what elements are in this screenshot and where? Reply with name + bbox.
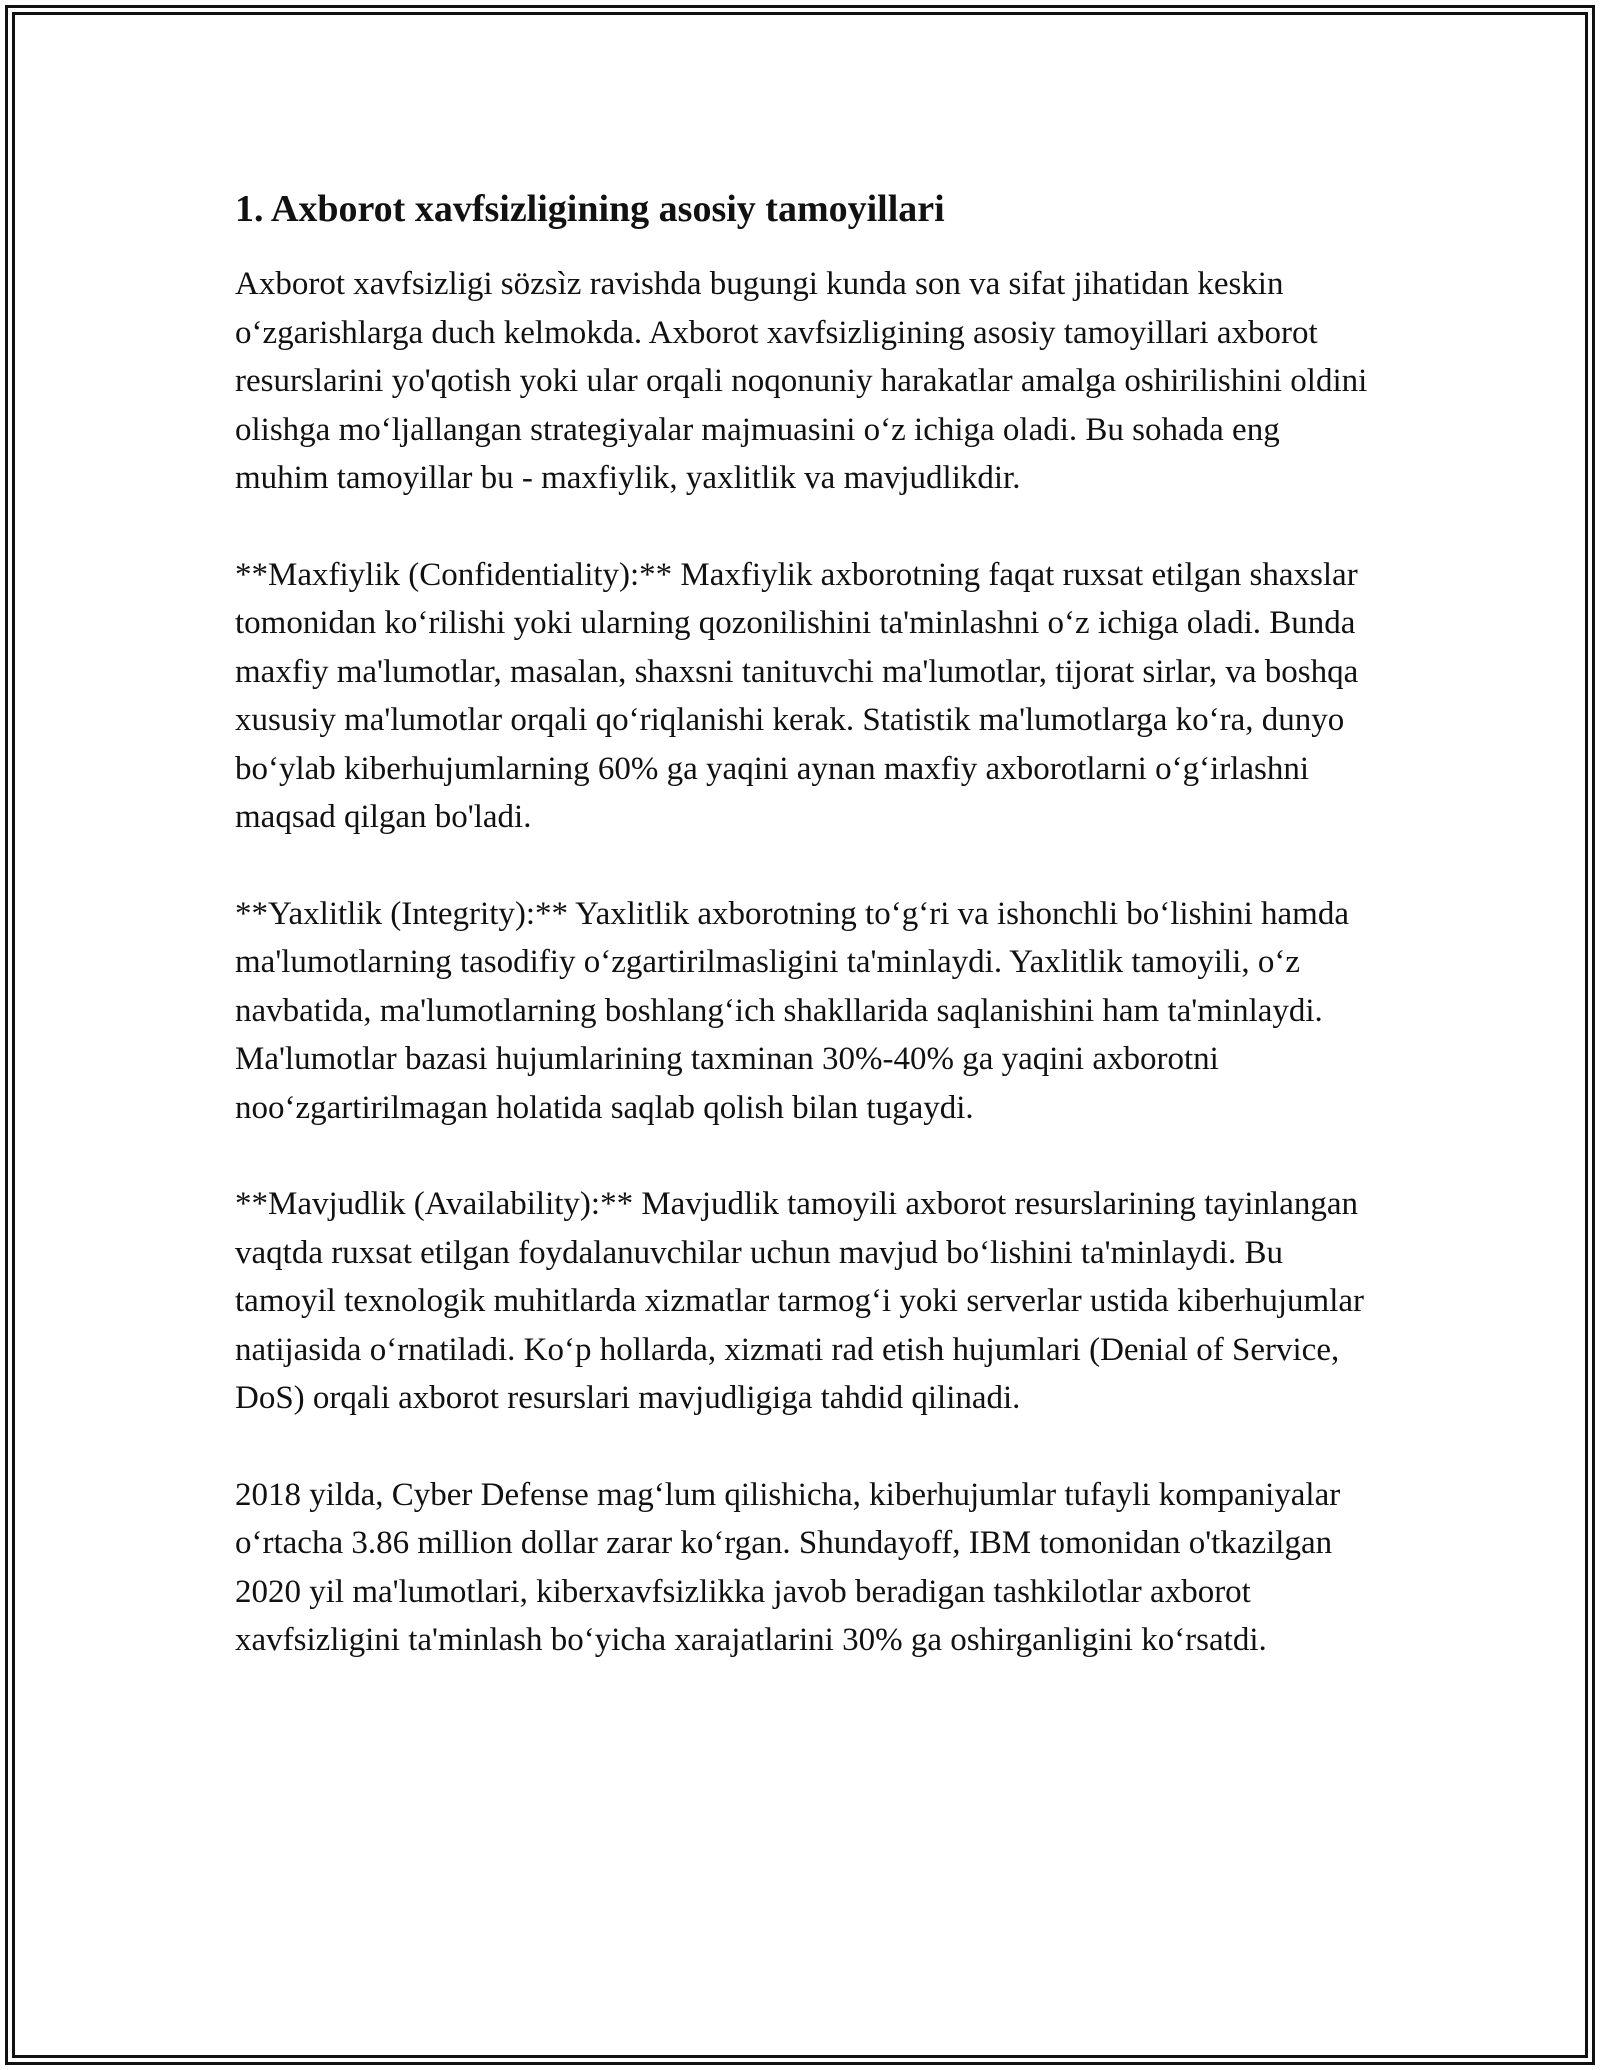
availability-paragraph: **Mavjudlik (Availability):** Mavjudlik tamoyili axborot resurslarining tayinlangan vaqtda ruxsat etilgan foydalanuvchilar uchun mavjud bo‘lishini ta'minlaydi. Bu tamoyil texnologik muhitlarda xizmatlar tarmog‘i yoki serverlar ustida kiberhujumlar natijasida o‘rnatiladi. Ko‘p hollarda, xizmati rad etish hujumlari (Denial of Service, DoS) orqali axborot resurslari mavjudligiga tahdid qilinadi.: [235, 1186, 1365, 1416]
statistics-paragraph: 2018 yilda, Cyber Defense mag‘lum qilishicha, kiberhujumlar tufayli kompaniyalar o‘rtacha 3.86 million dollar zarar ko‘rgan. Shundayoff, IBM tomonidan o'tkazilgan 2020 yil ma'lumotlari, kiberxavfsizlikka javob beradigan tashkilotlar axborot xavfsizligini ta'minlash bo‘yicha xarajatlarini 30% ga oshirganligini ko‘rsatdi.: [235, 1476, 1341, 1658]
integrity-paragraph: **Yaxlitlik (Integrity):** Yaxlitlik axborotning to‘g‘ri va ishonchli bo‘lishini hamda ma'lumotlarning tasodifiy o‘zgartirilmasligini ta'minlaydi. Yaxlitlik tamoyili, o‘z navbatida, ma'lumotlarning boshlang‘ich shakllarida saqlanishini ham ta'minlaydi. Ma'lumotlar bazasi hujumlarining taxminan 30%-40% ga yaqini axborotni noo‘zgartirilmagan holatida saqlab qolish bilan tugaydi.: [235, 895, 1349, 1126]
intro-paragraph: Axborot xavfsizligi sözsìz ravishda bugungi kunda son va sifat jihatidan keskin o‘zgarishlarga duch kelmokda. Axborot xavfsizligining asosiy tamoyillari axborot resurslarini yo'qotish yoki ular orqali noqonuniy harakatlar amalga oshirilishini oldini olishga mo‘ljallangan strategiyalar majmuasini o‘z ichiga oladi. Bu sohada eng muhim tamoyillar bu - maxfiylik, yaxlitlik va mavjudlikdir.: [235, 266, 1368, 496]
confidentiality-paragraph: **Maxfiylik (Confidentiality):** Maxfiylik axborotning faqat ruxsat etilgan shaxslar tomonidan ko‘rilishi yoki ularning qozonilishini ta'minlashni o‘z ichiga oladi. Bunda maxfiy ma'lumotlar, masalan, shaxsni tanituvchi ma'lumotlar, tijorat sirlar, va boshqa xususiy ma'lumotlar orqali qo‘riqlanishi kerak. Statistik ma'lumotlarga ko‘ra, dunyo bo‘ylab kiberhujumlarning 60% ga yaqini aynan maxfiy axborotlarni o‘g‘irlashni maqsad qilgan bo'ladi.: [235, 556, 1359, 835]
document-body: [235, 186, 1375, 1713]
document-title: 1. Axborot xavfsizligining asosiy tamoyillari: [235, 188, 945, 230]
